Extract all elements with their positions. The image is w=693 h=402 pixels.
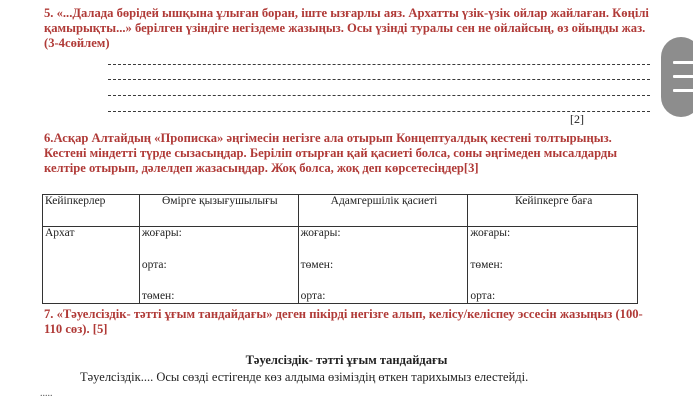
answer-line-3 <box>108 95 650 96</box>
level-low: төмен: <box>470 258 503 271</box>
table-row <box>43 227 638 304</box>
header-rating: Кейіпкерге баға <box>468 195 638 227</box>
question-5-text: 5. «...Далада бөрідей ышқына ұлыған боран, іште ызғарлы аяз. Архатты үзік-үзік ойлар жайлаған. Көңілі қамырықты...» берілген үзіндіге негіздеме жазыңыз. Осы үзінді туралы сен не ойлайсың, өз ойыңды жаз. (3-4сөйлем) <box>44 6 649 50</box>
interest-cell <box>139 227 298 304</box>
question-7-text: 7. «Тәуелсіздік- тәтті ұғым тандайдағы» деген пікірді негізге алып, келісу/келіспеу эссесін жазыңыз (100-110 сөз). [5] <box>44 307 643 336</box>
essay-first-line: Тәуелсіздік.... Осы сөзді естігенде көз алдыма өзіміздің өткен тарихымыз елестейді. <box>80 370 529 384</box>
character-name: Архат <box>43 227 140 304</box>
header-characters: Кейіпкерлер <box>43 195 140 227</box>
answer-line-2 <box>108 79 650 80</box>
header-humanity: Адамгершілік қасиеті <box>298 195 468 227</box>
level-medium: орта: <box>300 290 326 302</box>
header-interest: Өмірге қызығушылығы <box>139 195 298 227</box>
level-medium: орта: <box>141 258 167 271</box>
level-high: жоғары: <box>470 227 511 239</box>
answer-line-1 <box>108 64 650 65</box>
humanity-cell <box>298 227 468 304</box>
menu-bar <box>673 61 693 64</box>
level-medium: орта: <box>470 290 496 302</box>
question-5-mark: [2] <box>570 112 584 126</box>
concept-table <box>42 194 638 304</box>
essay-continuation: ..... <box>40 388 53 399</box>
level-low: төмен: <box>300 258 334 271</box>
level-high: жоғары: <box>300 227 341 239</box>
table-header-row <box>43 195 638 227</box>
level-high: жоғары: <box>141 227 182 239</box>
menu-bar <box>673 75 693 78</box>
essay-title: Тәуелсіздік- тәтті ұғым тандайдағы <box>245 353 448 367</box>
menu-bar <box>673 89 693 92</box>
answer-line-4 <box>108 111 650 112</box>
hamburger-icon[interactable] <box>661 37 693 117</box>
question-6-text: 6.Асқар Алтайдың «Прописка» әңгімесін негізге ала отырып Концептуалдық кестені толтырыңыз. Кестені міндетті түрде сызасыңдар. Беріліп отырған қай қасиеті болса, соны әңгімеден мысалдарды келтіре отырып, дәлелдеп жазасыңдар. Жоқ болса, жоқ деп көрсетесіңдер[3] <box>44 131 618 175</box>
rating-cell <box>468 227 638 304</box>
level-low: төмен: <box>141 290 175 302</box>
